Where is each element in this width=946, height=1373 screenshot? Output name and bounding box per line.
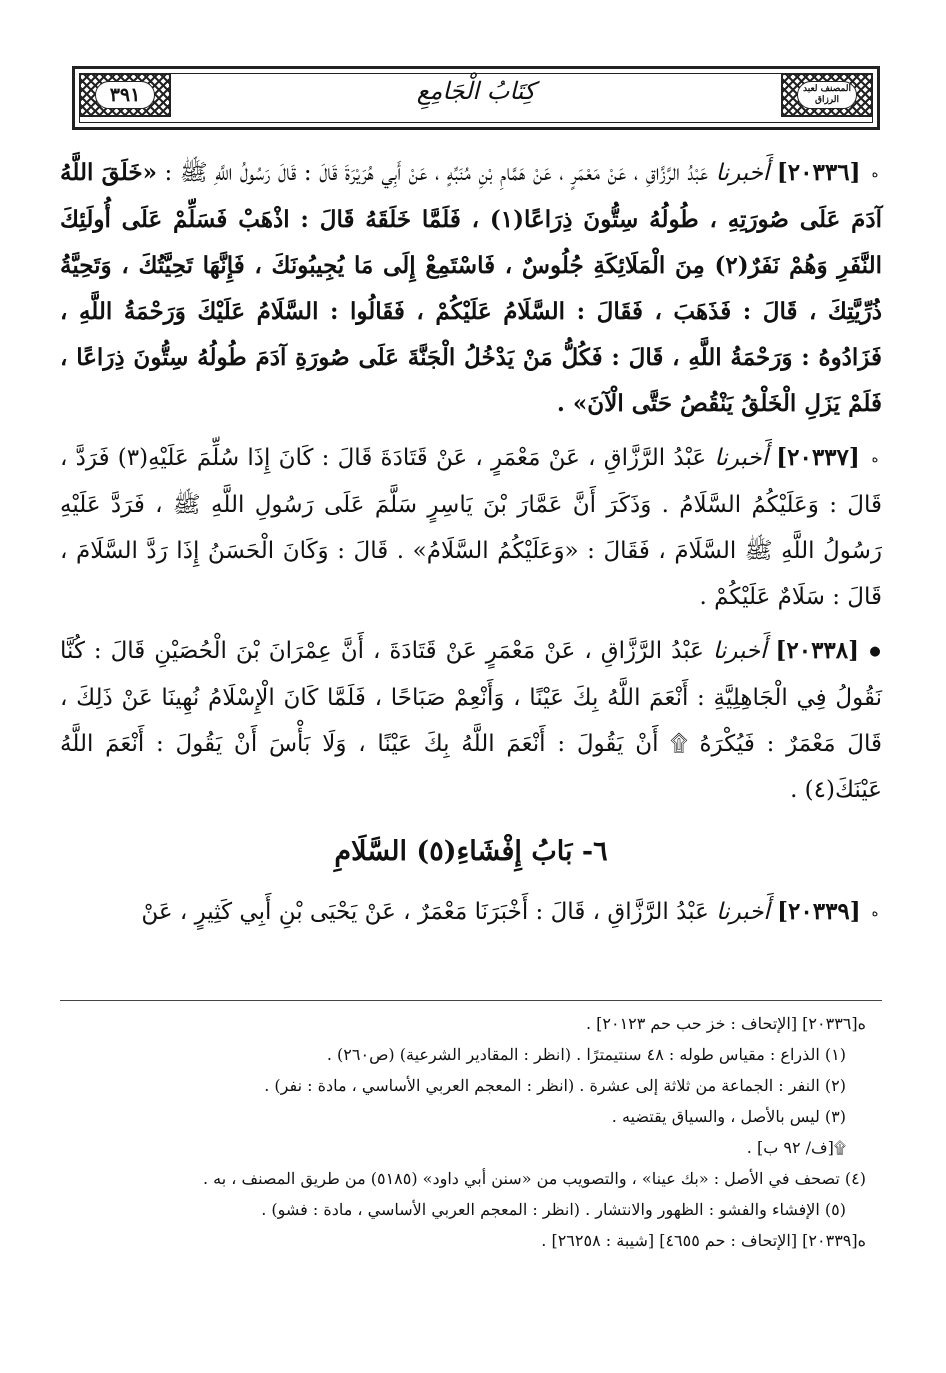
hadith-paragraph — [60, 889, 882, 936]
hadith-text: «خَلَقَ اللَّهُ آدَمَ عَلَى صُورَتِهِ ، طُولُهُ سِتُّونَ ذِرَاعًا(١) ، فَلَمَّا خَلَقَهُ قَالَ : اذْهَبْ فَسَلِّمْ عَلَى أُولَئِكَ النَّفَرِ وَهُمْ نَفَرٌ(٢) مِنَ الْمَلَائِكَةِ جُلُوسٌ ، فَاسْتَمِعْ إِلَى مَا يُجِيبُونَكَ ، فَإِنَّهَا تَحِيَّتُكَ ، وَتَحِيَّةُ ذُرِّيَّتِكَ ، قَالَ : فَذَهَبَ ، فَقَالَ : السَّلَامُ عَلَيْكُمْ ، فَقَالُوا : السَّلَامُ عَلَيْكَ وَرَحْمَةُ اللَّهِ ، فَزَادُوهُ : وَرَحْمَةُ اللَّهِ ، قَالَ : فَكُلُّ مَنْ يَدْخُلُ الْجَنَّةَ عَلَى صُورَةِ آدَمَ طُولُهُ سِتُّونَ ذِرَاعًا ، فَلَمْ يَزَلِ الْخَلْقُ يَنْقُصُ حَتَّى الْآنَ» . — [60, 159, 882, 417]
section-title: ٦- بَابُ إِفْشَاءِ(٥) السَّلَامِ — [334, 836, 608, 867]
footnote-item: (٣) ليس بالأصل ، والسياق يقتضيه . — [611, 1107, 846, 1126]
logo-text: المصنف لعبد الرزاق — [797, 81, 857, 109]
footnote-item: (٥) الإفشاء والفشو : الظهور والانتشار . (انظر : المعجم العربي الأساسي ، مادة : فشو) . — [261, 1200, 846, 1219]
hadith-isnad: عَبْدُ الرَّزَّاقِ ، عَنْ مَعْمَرٍ ، عَنْ هَمَّامِ بْنِ مُنَبِّهٍ ، عَنْ أَبِي هُرَيْرَةَ قَالَ : قَالَ رَسُولُ اللَّهِ ﷺ : — [156, 160, 716, 186]
footnote-divider — [60, 1000, 882, 1001]
hadith-isnad: عَبْدُ الرَّزَّاقِ ، عَنْ مَعْمَرٍ ، عَنْ قَتَادَةَ قَالَ : — [313, 445, 715, 471]
footnote-item: ه[٢٠٣٣٦] [الإتحاف : خز حب حم ٢٠١٢٣] . — [585, 1014, 866, 1033]
hadith-marker: ● — [869, 644, 881, 659]
akhbarana-abbrev: أَخبرنا — [714, 445, 769, 471]
hadith-paragraph — [60, 150, 882, 427]
footnote-item: (١) الذراع : مقياس طوله : ٤٨ سنتيمترًا . (انظر : المقادير الشرعية) (ص٢٦٠) . — [326, 1045, 846, 1064]
hadith-marker: ه — [871, 905, 879, 920]
hadith-paragraph — [60, 435, 882, 620]
footnote-item: (٢) النفر : الجماعة من ثلاثة إلى عشرة . (انظر : المعجم العربي الأساسي ، مادة : نفر) . — [264, 1076, 846, 1095]
footnotes — [60, 1008, 866, 1256]
footnote-item: (٤) تصحف في الأصل : «بك عينا» ، والتصويب من «سنن أبي داود» (٥١٨٥) من طريق المصنف ، به . — [202, 1169, 866, 1188]
hadith-number: [٢٠٣٣٦] — [776, 159, 861, 186]
hadith-text: كَانَ إِذَا سُلِّمَ عَلَيْهِ(٣) فَرَدَّ ، قَالَ : وَعَلَيْكُمُ السَّلَامُ . وَذَكَرَ أَنَّ عَمَّارَ بْنَ يَاسِرٍ سَلَّمَ عَلَى رَسُولِ اللَّهِ ﷺ ، فَرَدَّ عَلَيْهِ رَسُولُ اللَّهِ ﷺ السَّلَامَ ، فَقَالَ : «وَعَلَيْكُمُ السَّلَامُ» . قَالَ : وَكَانَ الْحَسَنُ إِذَا رَدَّ السَّلَامَ ، قَالَ : سَلَامٌ عَلَيْكُمْ . — [60, 445, 882, 610]
footnote-item: ۩[ف/ ٩٢ ب] . — [746, 1138, 846, 1157]
hadith-paragraph — [60, 628, 882, 813]
main-text — [60, 150, 882, 944]
hadith-marker: ه — [871, 451, 879, 466]
akhbarana-abbrev: أَخبرنا — [712, 638, 767, 664]
hadith-number: [٢٠٣٣٩] — [777, 898, 861, 925]
hadith-isnad: عَبْدُ الرَّزَّاقِ ، عَنْ مَعْمَرٍ عَنْ قَتَادَةَ ، — [364, 638, 713, 664]
hadith-number: [٢٠٣٣٧] — [776, 444, 860, 471]
hadith-number: [٢٠٣٣٨] — [775, 637, 860, 664]
akhbarana-abbrev: أَخبرنا — [715, 160, 770, 186]
hadith-text: أَنَّ عِمْرَانَ بْنَ الْحُصَيْنِ قَالَ : كُنَّا نَقُولُ فِي الْجَاهِلِيَّةِ : أَنْعَمَ اللَّهُ بِكَ عَيْنًا ، وَأَنْعِمْ صَبَاحًا ، فَلَمَّا كَانَ الْإِسْلَامُ نُهِينَا عَنْ ذَلِكَ ، قَالَ مَعْمَرٌ : فَيُكْرَهُ ۩ أَنْ يَقُولَ : أَنْعَمَ اللَّهُ بِكَ عَيْنًا ، وَلَا بَأْسَ أَنْ يَقُولَ : أَنْعَمَ اللَّهُ عَيْنَكَ(٤) . — [60, 638, 882, 803]
book-title: كِتَابُ الْجَامِعِ — [416, 77, 536, 105]
footnote-item: ه[٢٠٣٣٩] [الإتحاف : حم ٤٦٥٥] [شيبة : ٢٦٢٥٨] . — [541, 1231, 866, 1250]
hadith-marker: ه — [871, 166, 879, 181]
page-header — [72, 66, 880, 130]
akhbarana-abbrev: أَخبرنا — [716, 899, 770, 925]
hadith-text: عَبْدُ الرَّزَّاقِ ، قَالَ : أَخْبَرَنَا مَعْمَرٌ ، عَنْ يَحْيَى بْنِ أَبِي كَثِيرٍ ، عَنْ — [141, 899, 717, 925]
page-number: ٣٩١ — [95, 81, 155, 109]
logo-ornament — [781, 73, 873, 117]
